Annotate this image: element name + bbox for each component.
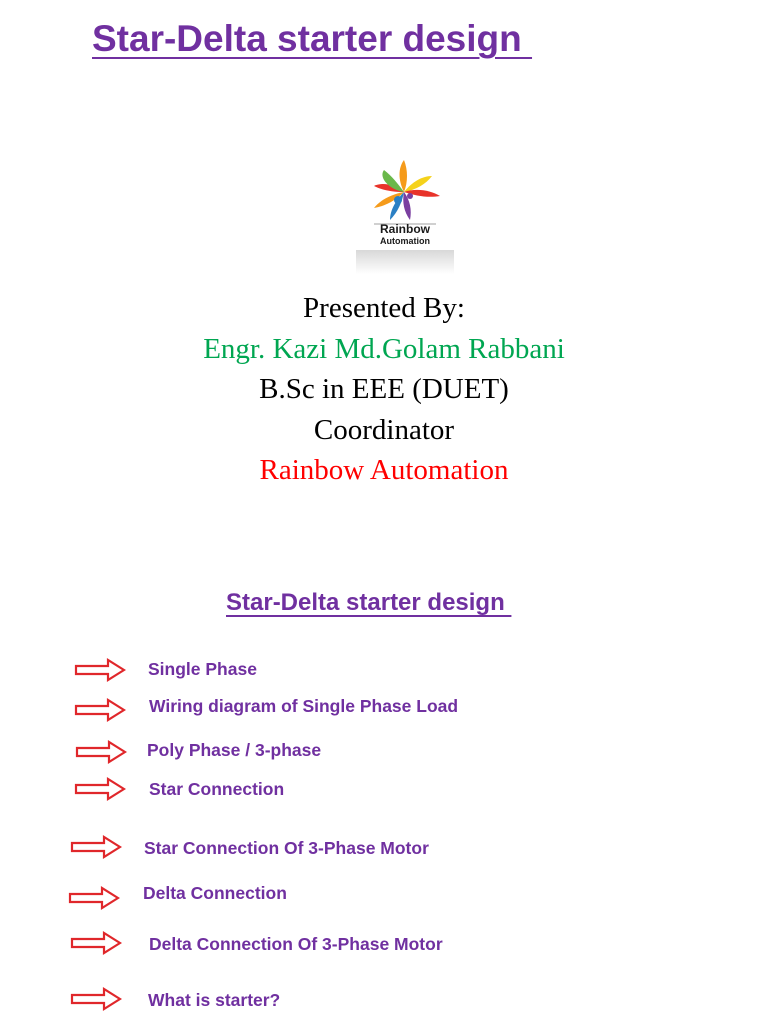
outline-item-label: Single Phase xyxy=(148,659,257,679)
outline-item-label: What is starter? xyxy=(148,990,281,1010)
page-title: Star-Delta starter design xyxy=(92,18,533,59)
logo-text-rainbow: Rainbow xyxy=(380,222,430,236)
logo-text-automation: Automation xyxy=(380,236,430,246)
right-arrow-outline-icon xyxy=(70,931,122,955)
outline-item-label: Star Connection xyxy=(149,779,285,799)
outline-item-label: Wiring diagram of Single Phase Load xyxy=(149,696,459,716)
presenter-name: Engr. Kazi Md.Golam Rabbani xyxy=(203,332,565,365)
presented-by-label: Presented By: xyxy=(303,292,465,324)
right-arrow-outline-icon xyxy=(74,698,126,722)
right-arrow-outline-icon xyxy=(68,886,120,910)
presenter-block xyxy=(0,288,768,491)
list-item xyxy=(0,834,768,862)
right-arrow-outline-icon xyxy=(70,835,122,859)
list-item xyxy=(0,930,768,958)
right-arrow-outline-icon xyxy=(70,987,122,1011)
outline-item-label: Delta Connection xyxy=(143,883,287,903)
outline-heading: Star-Delta starter design xyxy=(226,589,512,616)
logo-graphic xyxy=(356,156,454,274)
presenter-degree: B.Sc in EEE (DUET) xyxy=(259,373,509,405)
right-arrow-outline-icon xyxy=(74,658,126,682)
list-item xyxy=(0,776,768,804)
list-item xyxy=(0,696,768,724)
list-item xyxy=(0,738,768,766)
presenter-organization: Rainbow Automation xyxy=(259,454,509,486)
outline-item-label: Poly Phase / 3-phase xyxy=(147,740,322,760)
list-item xyxy=(0,882,768,910)
list-item xyxy=(0,986,768,1014)
presenter-role: Coordinator xyxy=(313,413,455,446)
outline-item-label: Delta Connection Of 3-Phase Motor xyxy=(149,934,443,954)
right-arrow-outline-icon xyxy=(74,777,126,801)
outline-item-label: Star Connection Of 3-Phase Motor xyxy=(144,838,429,858)
right-arrow-outline-icon xyxy=(75,740,127,764)
rainbow-automation-logo xyxy=(356,156,454,274)
list-item xyxy=(0,656,768,684)
